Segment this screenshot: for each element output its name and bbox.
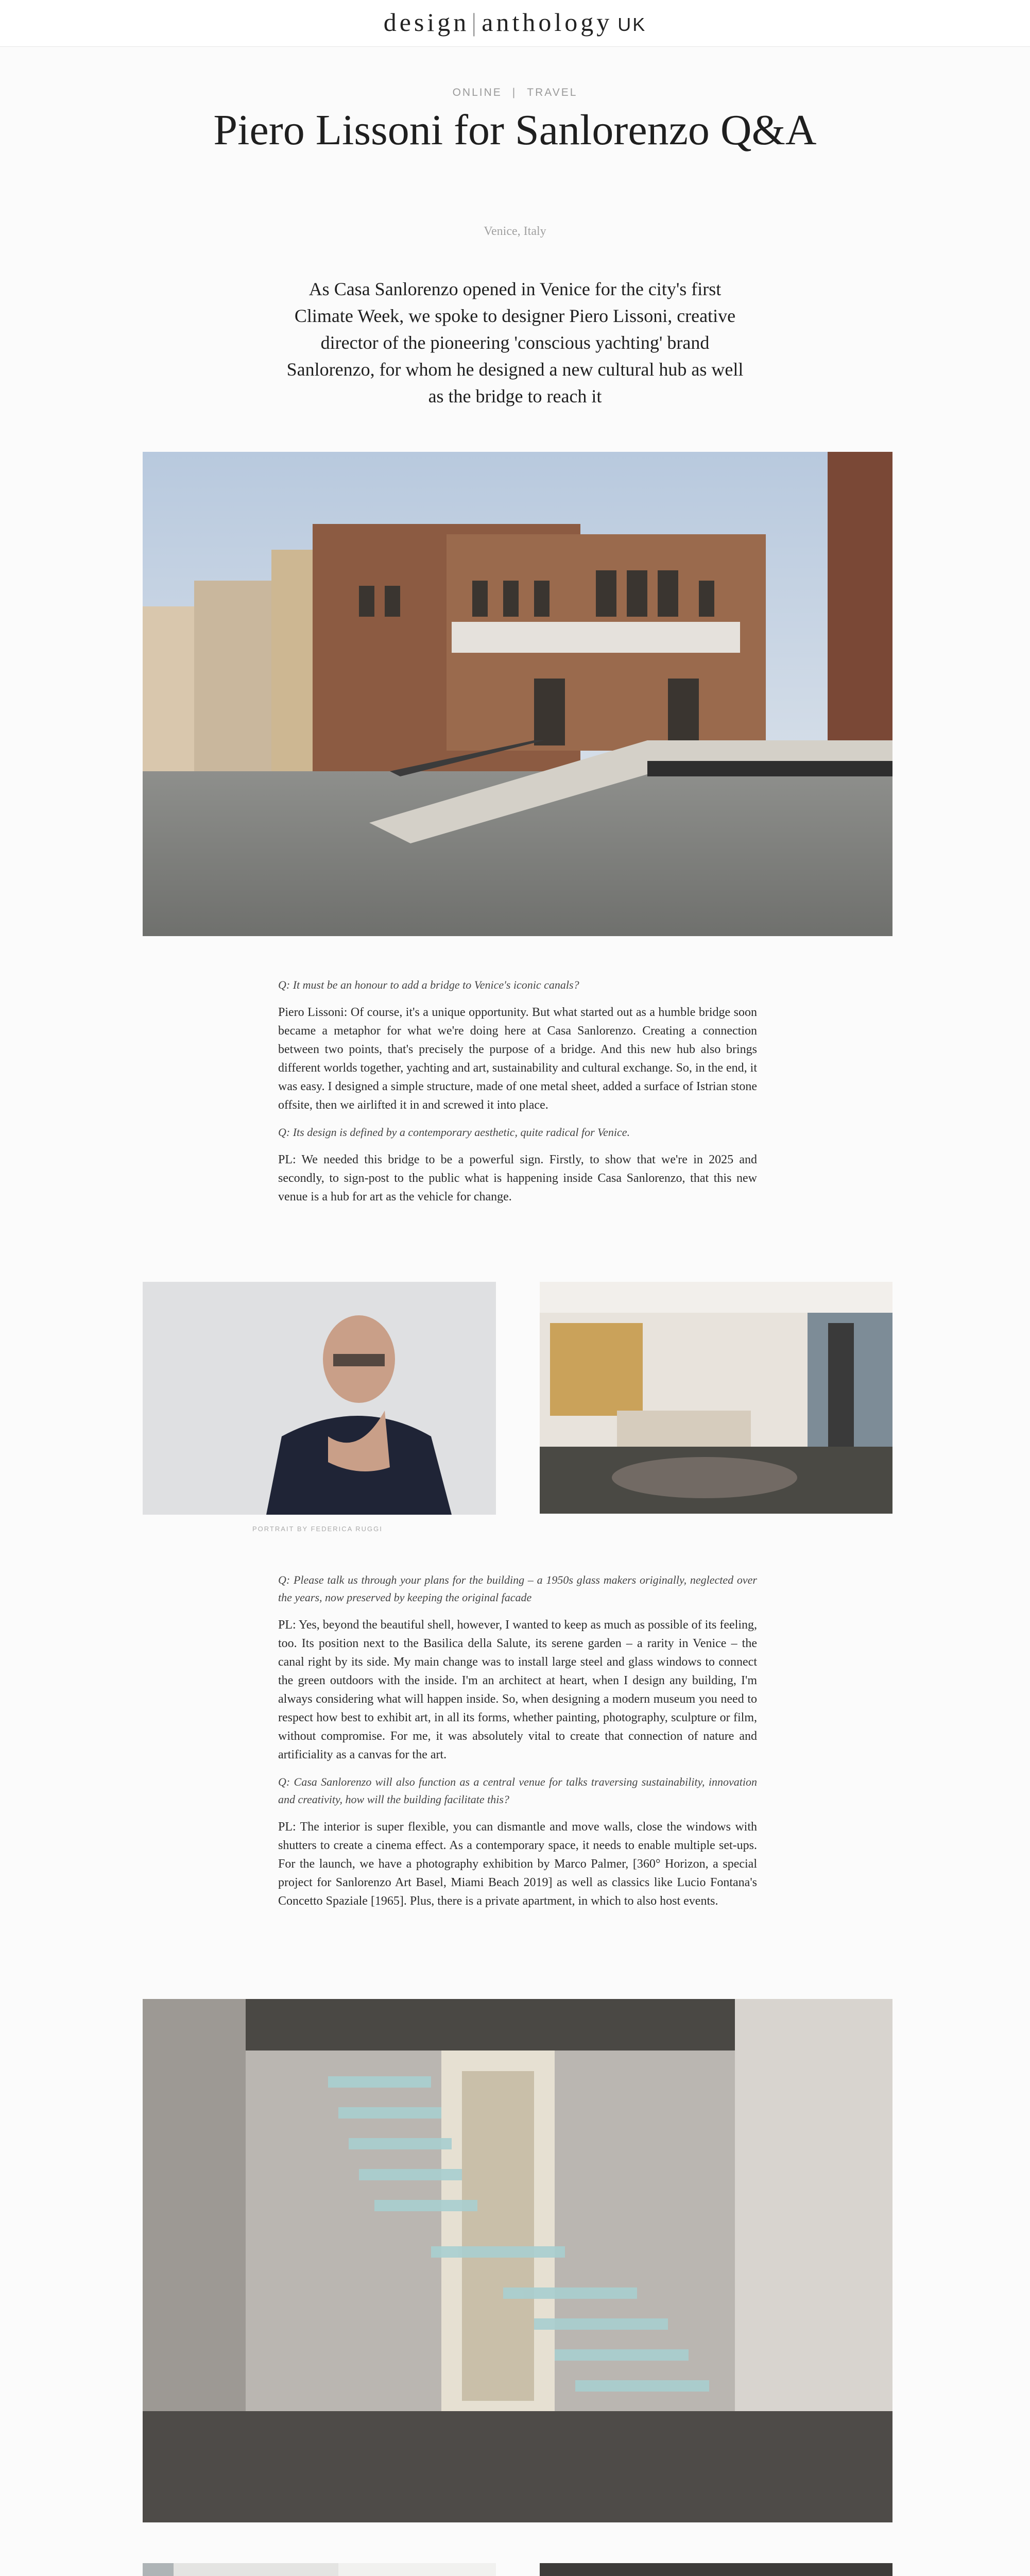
category-separator: | <box>512 87 517 98</box>
interior-image-living-room <box>540 1282 892 1514</box>
interior-image-glass-staircase <box>143 1999 892 2522</box>
article-categories <box>0 87 1030 99</box>
hero-image-casa-sanlorenzo-bridge <box>143 452 892 936</box>
interview-section-1 <box>278 976 757 1215</box>
category-link-online[interactable]: ONLINE <box>452 87 502 98</box>
interview-answer: PL: The interior is super flexible, you can dismantle and move walls, close the windows with shutters to create a cinema effect. As a contemporary space, it needs to enable multiple set-ups. For the launch, we have a photography exhibition by Marco Palmer, [360° Horizon, a special project for Sanlorenzo Art Basel, Miami Beach 2019] as well as classics like Lucio Fontana's Concetto Spaziale [1965]. Plus, there is a private apartment, in which to also host events. <box>278 1820 757 1908</box>
logo-word-anthology: anthology <box>482 8 613 37</box>
interview-question: Q: Casa Sanlorenzo will also function as a central venue for talks traversing sustainability, innovation and creativity, how will the building facilitate this? <box>278 1775 757 1806</box>
interior-image-bookshelf-gallery <box>143 2563 496 2576</box>
site-header <box>0 0 1030 47</box>
interview-answer: Piero Lissoni: Of course, it's a unique opportunity. But what started out as a humble bridge soon became a metaphor for what we're doing here at Casa Sanlorenzo. Creating a connection between two points, that's precisely the purpose of a bridge. And this new hub also brings different worlds together, yachting and art, sustainability and cultural exchange. So, in the end, it was easy. I designed a simple structure, made of one metal sheet, added a surface of Istrian stone offsite, then we airlifted it in and screwed it into place. <box>278 1006 757 1112</box>
article-standfirst: As Casa Sanlorenzo opened in Venice for the city's first Climate Week, we spoke to designer Piero Lissoni, creative director of the pioneering 'conscious yachting' brand Sanlorenzo, for whom he designed a new cultural hub as well as the bridge to reach it <box>286 279 744 406</box>
category-link-travel[interactable]: TRAVEL <box>527 87 578 98</box>
site-logo[interactable] <box>0 7 1030 37</box>
photo-caption: PORTRAIT BY FEDERICA RUGGI <box>252 1525 383 1533</box>
interview-question: Q: It must be an honour to add a bridge to Venice's iconic canals? <box>278 978 579 991</box>
interview-question: Q: Please talk us through your plans for the building – a 1950s glass makers originally, neglected over the years, now preserved by keeping the original facade <box>278 1573 757 1604</box>
portrait-image-piero-lissoni <box>143 1282 496 1515</box>
interview-answer: PL: Yes, beyond the beautiful shell, however, I wanted to keep as much as possible of its feeling, too. Its position next to the Basilica della Salute, its serene garden – a rarity in Venice – the canal right by its side. My main change was to install large steel and glass windows to connect the green outdoors with the inside. I'm an architect at heart, when I design any building, I'm always considering what will happen inside. So, when designing a modern museum you need to respect how best to exhibit art, in all its forms, whether painting, photography, sculpture or film, without compromise. For me, it was absolutely vital to create that connection of nature and artificiality as a canvas for the art. <box>278 1618 757 1761</box>
logo-separator: | <box>471 8 480 37</box>
interview-section-2 <box>278 1571 757 1920</box>
interview-question: Q: Its design is defined by a contemporary aesthetic, quite radical for Venice. <box>278 1126 630 1139</box>
edition-label: UK <box>617 14 647 35</box>
logo-word-design: design <box>383 8 470 37</box>
interior-image-dining-gallery <box>540 2563 892 2576</box>
interview-answer: PL: We needed this bridge to be a powerful sign. Firstly, to show that we're in 2025 and secondly, to sign-post to the public what is happening inside Casa Sanlorenzo, that this new venue is a hub for art as the vehicle for change. <box>278 1153 757 1204</box>
article-location: Venice, Italy <box>484 225 546 238</box>
article-title: Piero Lissoni for Sanlorenzo Q&A <box>213 106 817 154</box>
